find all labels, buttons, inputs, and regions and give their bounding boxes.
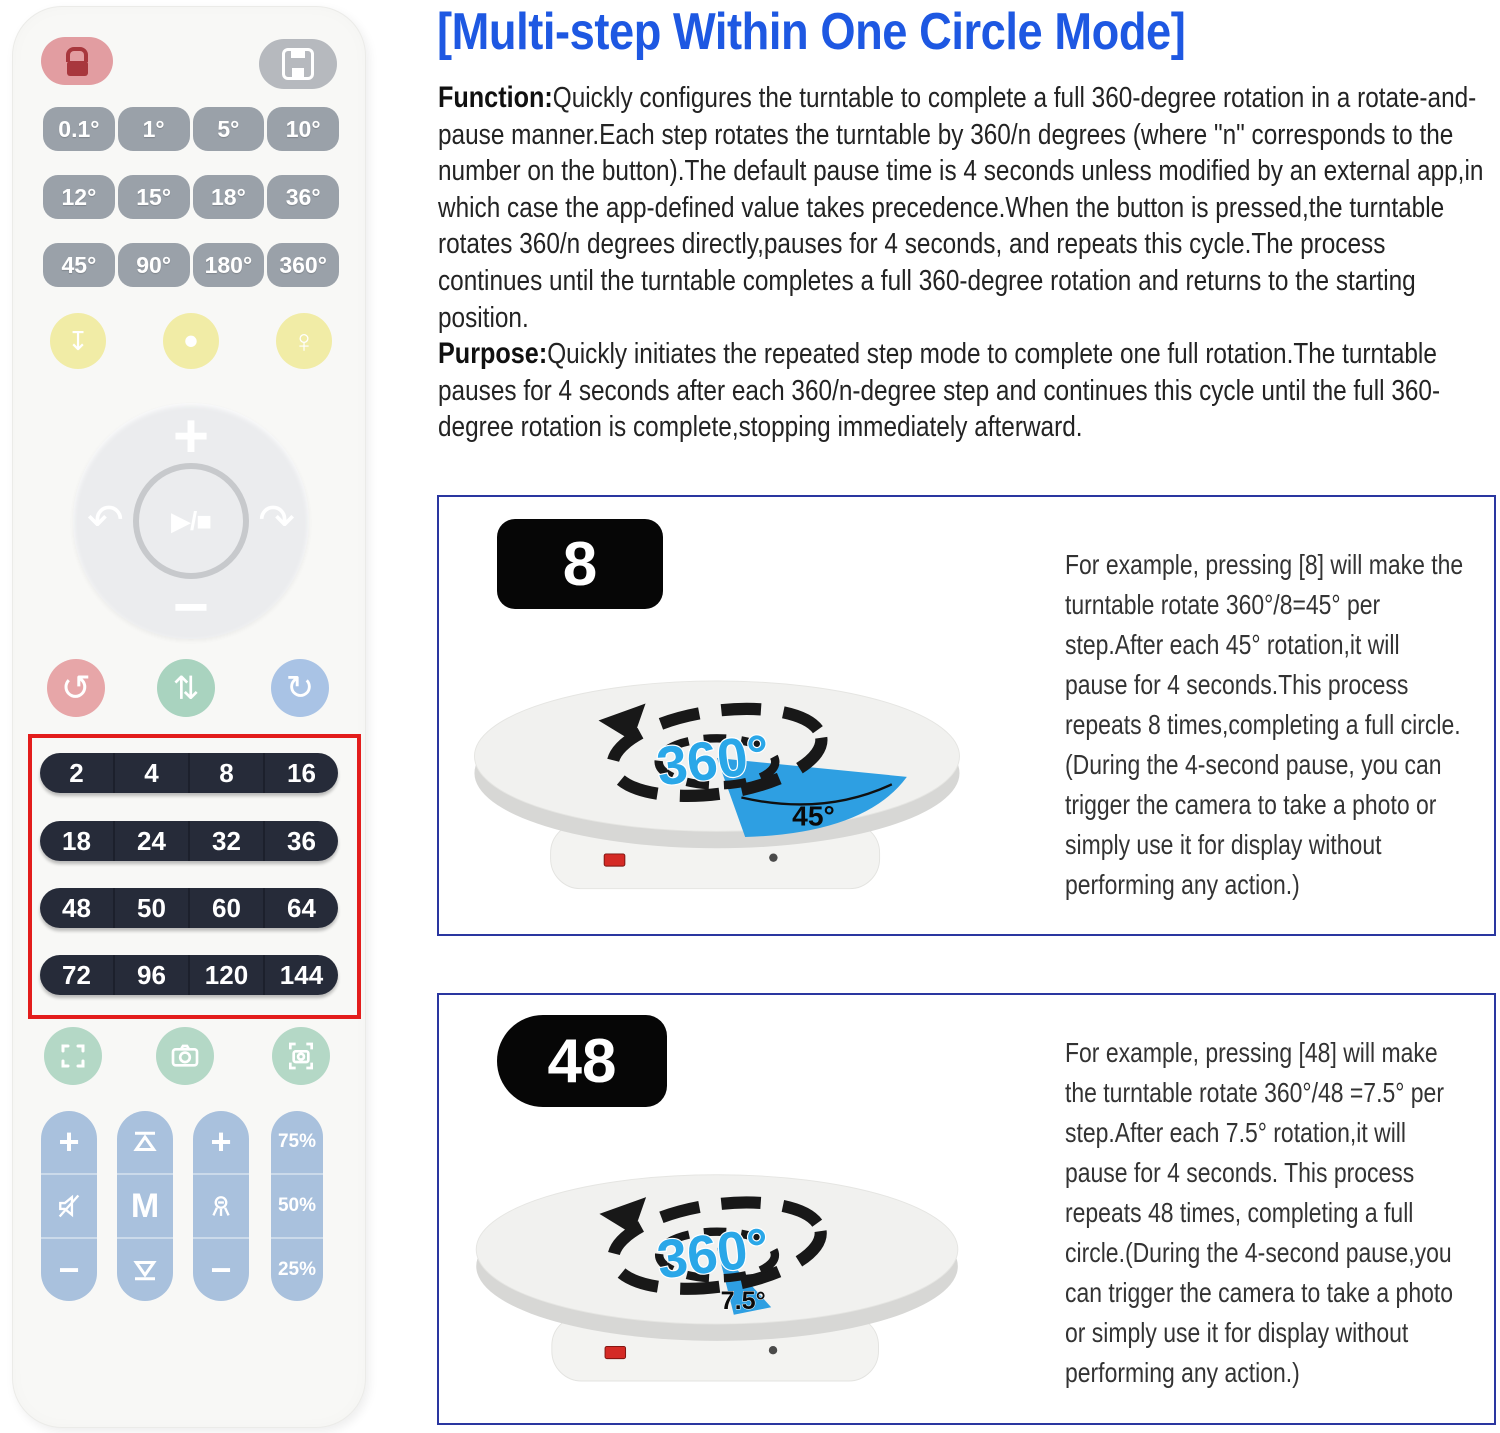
viewfinder-button[interactable] [44, 1027, 102, 1085]
degree-button-15[interactable]: 15° [118, 175, 190, 219]
volume-plus-button[interactable]: + [58, 1121, 80, 1162]
dot-icon: • [183, 317, 199, 364]
step-rotation-button[interactable] [271, 659, 329, 717]
degree-button-0-1[interactable]: 0.1° [43, 107, 115, 151]
turntable-diagram-45deg [457, 649, 992, 931]
example-box-8 [437, 495, 1496, 936]
number-row-2 [40, 821, 338, 861]
number-row-1 [40, 753, 338, 793]
mute-button[interactable] [41, 1173, 97, 1237]
power-indicator-dot [769, 853, 777, 861]
arrow-down-bar-icon: ↧ [67, 325, 89, 356]
triangle-up-bar-icon [130, 1129, 160, 1155]
intro-text [438, 80, 1488, 446]
example-button-badge-8: 8 [497, 519, 663, 609]
light-minus-button[interactable]: − [193, 1237, 249, 1301]
degree-button-360[interactable]: 360° [267, 243, 339, 287]
step-button-144[interactable]: 144 [263, 955, 338, 995]
rotation-pad [73, 402, 309, 642]
rotation-360-label: 360° [653, 723, 773, 798]
power-indicator-dot [769, 1346, 777, 1354]
percent-pill [271, 1111, 323, 1301]
step-angle-label: 45° [792, 799, 835, 832]
lamp-button[interactable] [276, 313, 332, 369]
speed-25-button[interactable]: 25% [271, 1237, 323, 1301]
example-box-48 [437, 993, 1496, 1425]
rotation-360-label: 360° [653, 1217, 773, 1291]
purpose-label: Purpose: [438, 337, 548, 371]
volume-minus-button[interactable]: − [41, 1237, 97, 1301]
to-top-button[interactable] [117, 1111, 173, 1173]
light-pill [193, 1111, 249, 1301]
power-switch [604, 854, 625, 866]
step-button-96[interactable]: 96 [113, 955, 188, 995]
purpose-text: Quickly initiates the repeated step mode to complete one full rotation.The turntable pauses for 4 seconds after each 360/n-degree step and continues this cycle until the full 360-degree rotation is complete,stopping immediately afterward. [438, 338, 1441, 444]
light-down-button[interactable] [50, 313, 106, 369]
degree-button-5[interactable]: 5° [193, 107, 265, 151]
fill-light-button[interactable] [193, 1173, 249, 1237]
save-button[interactable] [259, 39, 337, 89]
degree-row-2 [43, 175, 339, 219]
number-row-4 [40, 955, 338, 995]
function-text: Quickly configures the turntable to complete a full 360-degree rotation in a rotate-and-pause manner.Each step rotates the turntable by 360/n degrees (where "n" corresponds to the number on the button).The default pause time is 4 seconds unless modified by an external app,in which case the app-defined value takes precedence.When the button is pressed,the turntable rotates 360/n degrees directly,pauses for 4 seconds, and repeats this cycle.The process continues until the turntable completes a full 360-degree rotation and returns to the starting position. [438, 82, 1484, 334]
memory-pill [117, 1111, 173, 1301]
rotate-left-icon: ↶ [87, 496, 124, 545]
purpose-paragraph [438, 336, 1488, 446]
function-label: Function: [438, 81, 553, 114]
camera-icon [169, 1040, 201, 1072]
save-card-icon [282, 48, 314, 80]
step-button-18[interactable]: 18 [62, 825, 91, 856]
turntable-diagram-7-5deg [457, 1143, 992, 1423]
degree-button-45[interactable]: 45° [43, 243, 115, 287]
function-paragraph [438, 80, 1488, 336]
step-button-24[interactable]: 24 [113, 821, 188, 861]
example-description-8: For example, pressing [8] will make the turntable rotate 360°/8=45° per step.After each 45° rotation,it will pause for 4 seconds.This process repeats 8 times,completing a full circle.(During the 4-second pause, you can trigger the camera to take a photo or simply use it for display without performing any action.) [1065, 549, 1464, 900]
step-button-120[interactable]: 120 [188, 955, 263, 995]
viewfinder-icon [58, 1041, 88, 1071]
step-button-4[interactable]: 4 [113, 753, 188, 793]
example-description-48: For example, pressing [48] will make the turntable rotate 360°/48 =7.5° per step.After each 7.5° rotation,it will pause for 4 seconds. This process repeats 48 times, completing a full circle.(During the 4-second pause,you can trigger the camera to take a photo or simply use it for display without performing any action.) [1065, 1037, 1454, 1388]
speed-plus-button[interactable]: + [172, 402, 210, 471]
step-button-2[interactable]: 2 [69, 757, 84, 788]
play-stop-icon: ▶/■ [171, 505, 211, 536]
lock-button[interactable] [41, 37, 113, 85]
speed-50-button[interactable]: 50% [271, 1173, 323, 1237]
remote-control [12, 6, 366, 1428]
play-stop-button[interactable] [133, 463, 249, 579]
degree-row-3 [43, 243, 339, 287]
rotate-right-icon: ↷ [258, 496, 295, 545]
rotate-ccw-icon: ↺ [60, 667, 92, 708]
lock-icon [66, 47, 88, 76]
power-switch [605, 1346, 626, 1358]
example-button-badge-48: 48 [497, 1015, 667, 1107]
rotate-cw-dashed-icon: ↻ [285, 669, 315, 707]
triangle-down-bar-icon [130, 1257, 160, 1283]
reset-rotation-button[interactable] [47, 659, 105, 717]
step-angle-label: 7.5° [720, 1287, 766, 1316]
number-row-3 [40, 888, 338, 928]
degree-row-1 [43, 107, 339, 151]
step-button-48[interactable]: 48 [62, 892, 91, 923]
rotate-left-button[interactable] [87, 495, 124, 546]
to-bottom-button[interactable] [117, 1237, 173, 1301]
degree-button-18[interactable]: 18° [193, 175, 265, 219]
step-button-64[interactable]: 64 [263, 888, 338, 928]
step-button-8[interactable]: 8 [188, 753, 263, 793]
degree-button-180[interactable]: 180° [193, 243, 265, 287]
speed-minus-button[interactable]: − [172, 573, 210, 642]
fill-light-icon [207, 1192, 235, 1220]
page-title: [Multi-step Within One Circle Mode] [437, 3, 1186, 61]
speed-75-button[interactable]: 75% [277, 1131, 317, 1152]
light-dot-button[interactable] [163, 313, 219, 369]
lamp-icon: ♀ [292, 322, 316, 359]
swing-mode-button[interactable] [157, 659, 215, 717]
degree-button-36[interactable]: 36° [267, 175, 339, 219]
rotate-right-button[interactable] [258, 495, 295, 546]
step-button-16[interactable]: 16 [263, 753, 338, 793]
degree-button-90[interactable]: 90° [118, 243, 190, 287]
step-button-60[interactable]: 60 [188, 888, 263, 928]
volume-pill [41, 1111, 97, 1301]
photo-button[interactable] [156, 1027, 214, 1085]
step-button-50[interactable]: 50 [113, 888, 188, 928]
step-button-32[interactable]: 32 [188, 821, 263, 861]
pendulum-icon: ⇅ [172, 670, 200, 706]
step-button-36[interactable]: 36 [263, 821, 338, 861]
auto-photo-button[interactable] [272, 1027, 330, 1085]
memory-button[interactable]: M [117, 1173, 173, 1237]
degree-button-10[interactable]: 10° [267, 107, 339, 151]
mute-icon [55, 1192, 83, 1220]
degree-button-1[interactable]: 1° [118, 107, 190, 151]
light-plus-button[interactable]: + [210, 1121, 232, 1162]
camera-in-frame-icon [285, 1040, 317, 1072]
step-button-72[interactable]: 72 [62, 959, 91, 990]
degree-button-12[interactable]: 12° [43, 175, 115, 219]
